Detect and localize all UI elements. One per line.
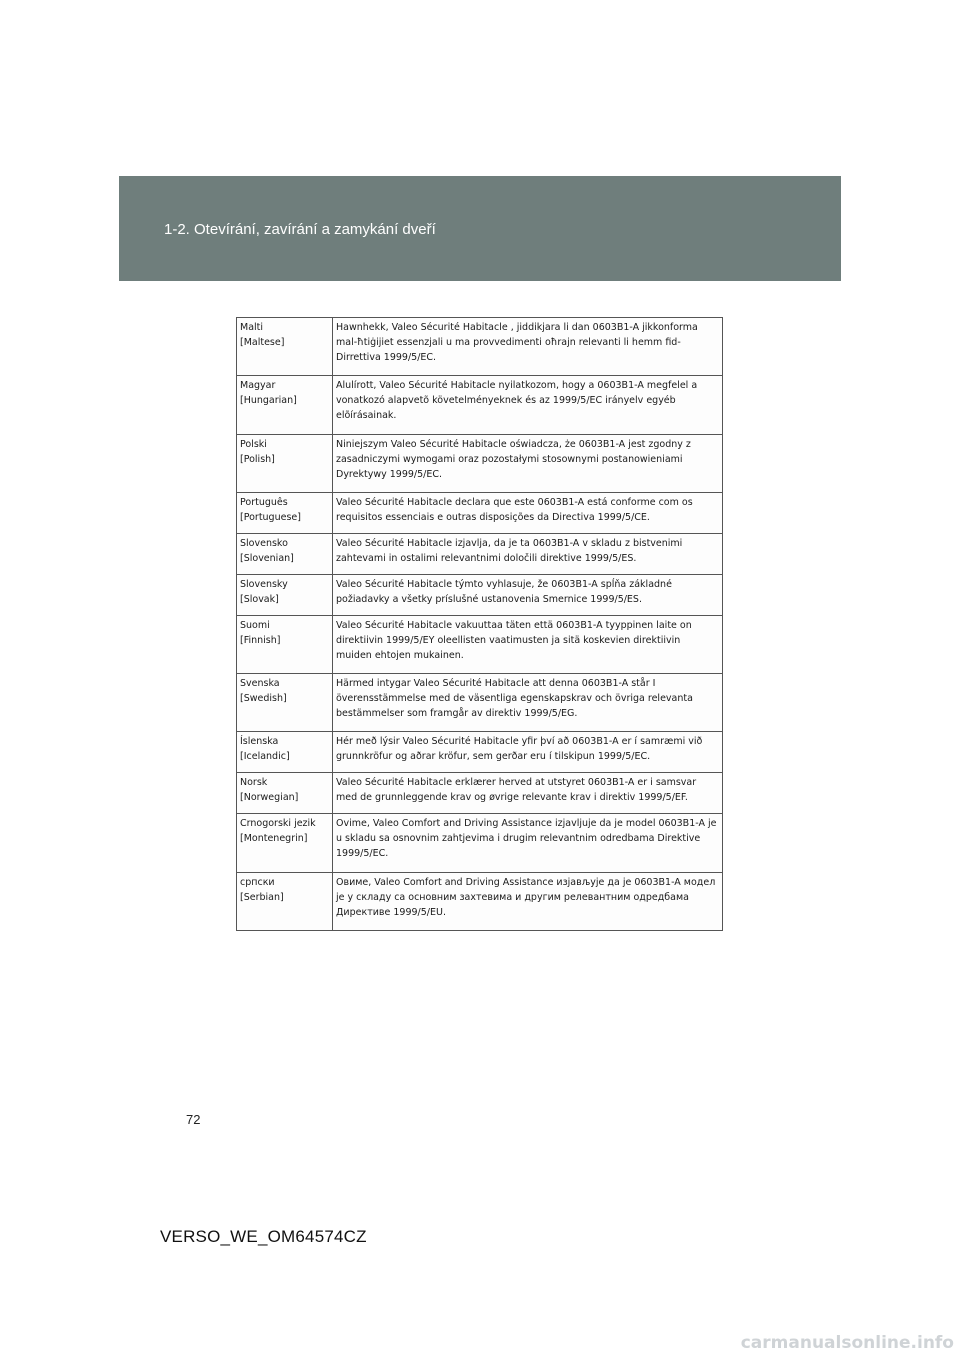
language-name: Magyar	[240, 380, 276, 392]
declaration-text: Niniejszym Valeo Sécurité Habitacle oświadcza, że 0603B1-A jest zgodny z zasadniczymi wymogami oraz pozostałymi stosownymi postanowieniami Dyrektywy 1999/5/EC.	[333, 434, 723, 492]
declaration-row	[237, 732, 723, 773]
language-cell	[237, 318, 333, 376]
language-name: Norsk	[240, 777, 268, 789]
declaration-row	[237, 533, 723, 574]
language-english-name: [Serbian]	[240, 891, 284, 903]
declaration-row	[237, 318, 723, 376]
language-cell	[237, 674, 333, 732]
declaration-text: Valeo Sécurité Habitacle declara que este 0603B1-A está conforme com os requisitos essenciais e outras disposições da Directiva 1999/5/CE.	[333, 493, 723, 534]
declaration-row	[237, 434, 723, 492]
language-english-name: [Finnish]	[240, 634, 281, 646]
document-code: VERSO_WE_OM64574CZ	[160, 1227, 367, 1246]
declaration-text: Ovime, Valeo Comfort and Driving Assistance izjavljuje da je model 0603B1-A je u skladu sa osnovnim zahtjevima i drugim relevantnim odredbama Direktive 1999/5/EC.	[333, 814, 723, 872]
language-english-name: [Montenegrin]	[240, 833, 308, 845]
language-cell	[237, 872, 333, 930]
language-english-name: [Slovenian]	[240, 552, 294, 564]
language-name: српски	[240, 876, 275, 888]
declaration-row	[237, 615, 723, 673]
declarations-table	[236, 317, 723, 931]
declaration-text: Valeo Sécurité Habitacle týmto vyhlasuje, že 0603B1-A spĺňa základné požiadavky a všetky príslušné ustanovenia Smernice 1999/5/ES.	[333, 574, 723, 615]
declaration-text: Овиме, Valeo Comfort and Driving Assistance изјављује да је 0603B1-A модел је у складу са основним захтевима и другим релевантним одредбама Директиве 1999/5/EU.	[333, 872, 723, 930]
language-cell	[237, 814, 333, 872]
section-title: 1-2. Otevírání, zavírání a zamykání dveří	[164, 221, 436, 238]
declaration-text: Valeo Sécurité Habitacle erklærer herved at utstyret 0603B1-A er i samsvar med de grunnleggende krav og øvrige relevante krav i direktiv 1999/5/EF.	[333, 773, 723, 814]
language-english-name: [Slovak]	[240, 593, 279, 605]
language-name: Svenska	[240, 678, 280, 690]
language-name: Slovensky	[240, 578, 288, 590]
language-name: Polski	[240, 438, 267, 450]
declaration-text: Valeo Sécurité Habitacle vakuuttaa täten että 0603B1-A tyyppinen laite on direktiivin 1999/5/EY oleellisten vaatimusten ja sitä koskevien direktiivin muiden ehtojen mukainen.	[333, 615, 723, 673]
language-english-name: [Portuguese]	[240, 512, 301, 524]
declaration-row	[237, 493, 723, 534]
language-name: Malti	[240, 322, 264, 333]
language-cell	[237, 773, 333, 814]
section-header-band	[119, 176, 841, 281]
declaration-row	[237, 674, 723, 732]
language-english-name: [Maltese]	[240, 337, 285, 348]
language-name: Suomi	[240, 619, 270, 631]
language-english-name: [Hungarian]	[240, 395, 297, 407]
declaration-text: Valeo Sécurité Habitacle izjavlja, da je ta 0603B1-A v skladu z bistvenimi zahtevami in ostalimi relevantnimi določili direktive 1999/5/ES.	[333, 533, 723, 574]
language-english-name: [Norwegian]	[240, 792, 299, 804]
declaration-text: Hér með lýsir Valeo Sécurité Habitacle yfir því að 0603B1-A er í samræmi við grunnkröfur og aðrar kröfur, sem gerðar eru í tilskipun 1999/5/EC.	[333, 732, 723, 773]
language-cell	[237, 615, 333, 673]
declaration-row	[237, 574, 723, 615]
declaration-text: Hawnhekk, Valeo Sécurité Habitacle , jiddikjara li dan 0603B1-A jikkonforma mal-ħtiġijiet essenzjali u ma provvedimenti oħrajn relevanti li hemm fid-Dirrettiva 1999/5/EC.	[333, 318, 723, 376]
language-cell	[237, 493, 333, 534]
language-cell	[237, 732, 333, 773]
language-name: Slovensko	[240, 537, 288, 549]
language-name: Português	[240, 497, 288, 509]
declaration-row	[237, 872, 723, 930]
language-name: Íslenska	[240, 736, 279, 748]
language-english-name: [Icelandic]	[240, 751, 290, 763]
language-cell	[237, 574, 333, 615]
language-name: Crnogorski jezik	[240, 818, 316, 830]
declarations-table-body	[237, 318, 723, 931]
declaration-text: Alulírott, Valeo Sécurité Habitacle nyilatkozom, hogy a 0603B1-A megfelel a vonatkozó alapvetõ követelményeknek és az 1999/5/EC irányelv egyéb elõírásainak.	[333, 376, 723, 434]
declaration-row	[237, 773, 723, 814]
language-cell	[237, 376, 333, 434]
language-cell	[237, 533, 333, 574]
declaration-row	[237, 814, 723, 872]
declaration-text: Härmed intygar Valeo Sécurité Habitacle att denna 0603B1-A står I överensstämmelse med de väsentliga egenskapskrav och övriga relevanta bestämmelser som framgår av direktiv 1999/5/EG.	[333, 674, 723, 732]
page-number: 72	[186, 1112, 201, 1127]
declaration-row	[237, 376, 723, 434]
watermark: carmanualsonline.info	[740, 1333, 954, 1353]
language-cell	[237, 434, 333, 492]
language-english-name: [Polish]	[240, 453, 275, 465]
language-english-name: [Swedish]	[240, 693, 287, 705]
